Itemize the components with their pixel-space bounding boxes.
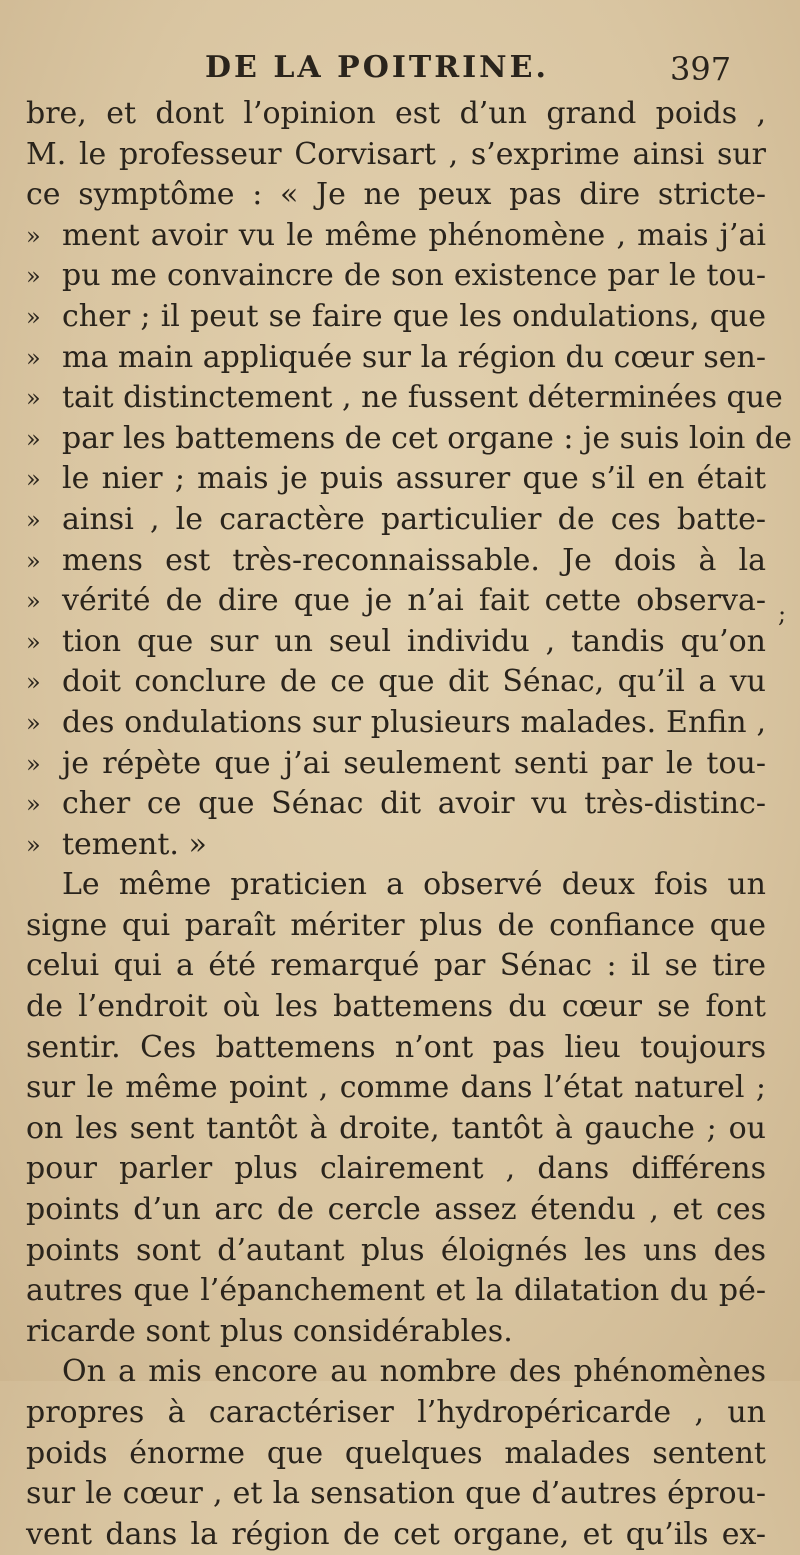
- text-line: [0, 1474, 800, 1515]
- line-text: ment avoir vu le même phénomène , mais j’ai: [62, 217, 766, 253]
- line-text: vent dans la région de cet organe, et qu’ils ex-: [26, 1516, 766, 1552]
- line-text: sur le même point , comme dans l’état naturel ;: [26, 1070, 766, 1106]
- quote-mark: »: [26, 221, 41, 250]
- quote-mark: »: [26, 627, 41, 656]
- line-text: le nier ; mais je puis assurer que s’il en était: [62, 461, 766, 497]
- line-text: pu me convaincre de son existence par le tou-: [62, 258, 766, 294]
- line-text: propres à caractériser l’hydropéricarde , un: [26, 1395, 766, 1430]
- line-text: points sont d’autant plus éloignés les uns des: [26, 1232, 766, 1268]
- text-line: [0, 1068, 800, 1109]
- line-text: M. le professeur Corvisart , s’exprime ainsi sur: [26, 136, 766, 172]
- quote-mark: »: [26, 668, 41, 697]
- text-line: [0, 541, 800, 582]
- quote-mark: »: [26, 343, 41, 372]
- line-text: doit conclure de ce que dit Sénac, qu’il a vu: [62, 664, 766, 700]
- line-text: par les battemens de cet organe : je suis loin de: [62, 420, 792, 456]
- text-line: [0, 1231, 800, 1272]
- line-text: On a mis encore au nombre des phénomènes: [62, 1354, 766, 1390]
- text-line: [0, 175, 800, 216]
- text-line: [0, 581, 800, 622]
- text-line: [0, 1149, 800, 1190]
- quote-mark: »: [26, 302, 41, 331]
- line-text: vérité de dire que je n’ai fait cette observa-: [62, 583, 766, 619]
- text-line: [0, 1190, 800, 1231]
- text-line: [0, 419, 800, 460]
- line-text: pour parler plus clairement , dans différens: [26, 1151, 766, 1187]
- text-line: [0, 256, 800, 297]
- line-text: tait distinctement , ne fussent déterminées que: [62, 380, 783, 416]
- text-line: [0, 338, 800, 379]
- text-line: [0, 378, 800, 419]
- line-text: points d’un arc de cercle assez étendu , et ces: [26, 1192, 766, 1228]
- line-text: signe qui paraît mériter plus de confiance que: [26, 907, 766, 943]
- quote-mark: »: [26, 465, 41, 494]
- text-line: [0, 662, 800, 703]
- quote-mark: »: [26, 424, 41, 453]
- quote-mark: »: [26, 546, 41, 575]
- text-line: [0, 703, 800, 744]
- line-text: poids énorme que quelques malades sentent: [26, 1435, 766, 1471]
- quote-mark: »: [26, 830, 41, 859]
- line-text: mens est très-reconnaissable. Je dois à la: [62, 542, 766, 578]
- quote-mark: »: [26, 587, 41, 616]
- line-text: sentir. Ces battemens n’ont pas lieu toujours: [26, 1029, 766, 1065]
- line-text: ma main appliquée sur la région du cœur sen-: [62, 339, 766, 375]
- text-line: [0, 94, 800, 135]
- text-line: [0, 216, 800, 257]
- quote-mark: »: [26, 262, 41, 291]
- text-line: [0, 987, 800, 1028]
- text-line: [0, 500, 800, 541]
- line-text: Le même praticien a observé deux fois un: [62, 867, 766, 903]
- text-line: [0, 744, 800, 785]
- line-text: bre, et dont l’opinion est d’un grand poids ,: [26, 96, 766, 131]
- text-line: [0, 784, 800, 825]
- text-line: [0, 135, 800, 176]
- running-head-title: DE LA POITRINE.: [205, 50, 549, 85]
- text-line: [0, 1352, 800, 1393]
- quote-mark: »: [26, 790, 41, 819]
- running-head: [0, 50, 800, 94]
- margin-mark: ;: [778, 600, 787, 628]
- line-text: autres que l’épanchement et la dilatation du pé-: [26, 1273, 766, 1309]
- page-number: 397: [670, 50, 732, 88]
- line-text: de l’endroit où les battemens du cœur se font: [26, 989, 766, 1025]
- text-line: [0, 1434, 800, 1475]
- body-text: [0, 94, 800, 1555]
- text-line: [0, 1515, 800, 1555]
- line-text: je répète que j’ai seulement senti par le tou-: [62, 745, 766, 781]
- text-line: [0, 865, 800, 906]
- line-text: tion que sur un seul individu , tandis qu’on: [62, 623, 766, 659]
- text-line: [0, 1393, 800, 1434]
- line-text: ainsi , le caractère particulier de ces batte-: [62, 501, 766, 537]
- line-text: tement. »: [62, 826, 207, 862]
- text-line: [0, 946, 800, 987]
- text-line: [0, 906, 800, 947]
- text-line: [0, 825, 800, 866]
- line-text: ricarde sont plus considérables.: [26, 1313, 513, 1349]
- line-text: ce symptôme : « Je ne peux pas dire stricte-: [26, 177, 766, 213]
- text-line: [0, 1109, 800, 1150]
- line-text: cher ; il peut se faire que les ondulations, que: [62, 298, 766, 334]
- quote-mark: »: [26, 384, 41, 413]
- text-line: [0, 1028, 800, 1069]
- quote-mark: »: [26, 505, 41, 534]
- text-line: [0, 297, 800, 338]
- text-line: [0, 622, 800, 663]
- line-text: celui qui a été remarqué par Sénac : il se tire: [26, 948, 766, 984]
- quote-mark: »: [26, 708, 41, 737]
- line-text: sur le cœur , et la sensation que d’autres éprou-: [26, 1476, 766, 1512]
- line-text: des ondulations sur plusieurs malades. Enfin ,: [62, 704, 766, 740]
- line-text: on les sent tantôt à droite, tantôt à gauche ; ou: [26, 1110, 766, 1146]
- quote-mark: »: [26, 749, 41, 778]
- line-text: cher ce que Sénac dit avoir vu très-distinc-: [62, 786, 766, 822]
- text-line: [0, 1312, 800, 1353]
- text-line: [0, 1271, 800, 1312]
- text-line: [0, 459, 800, 500]
